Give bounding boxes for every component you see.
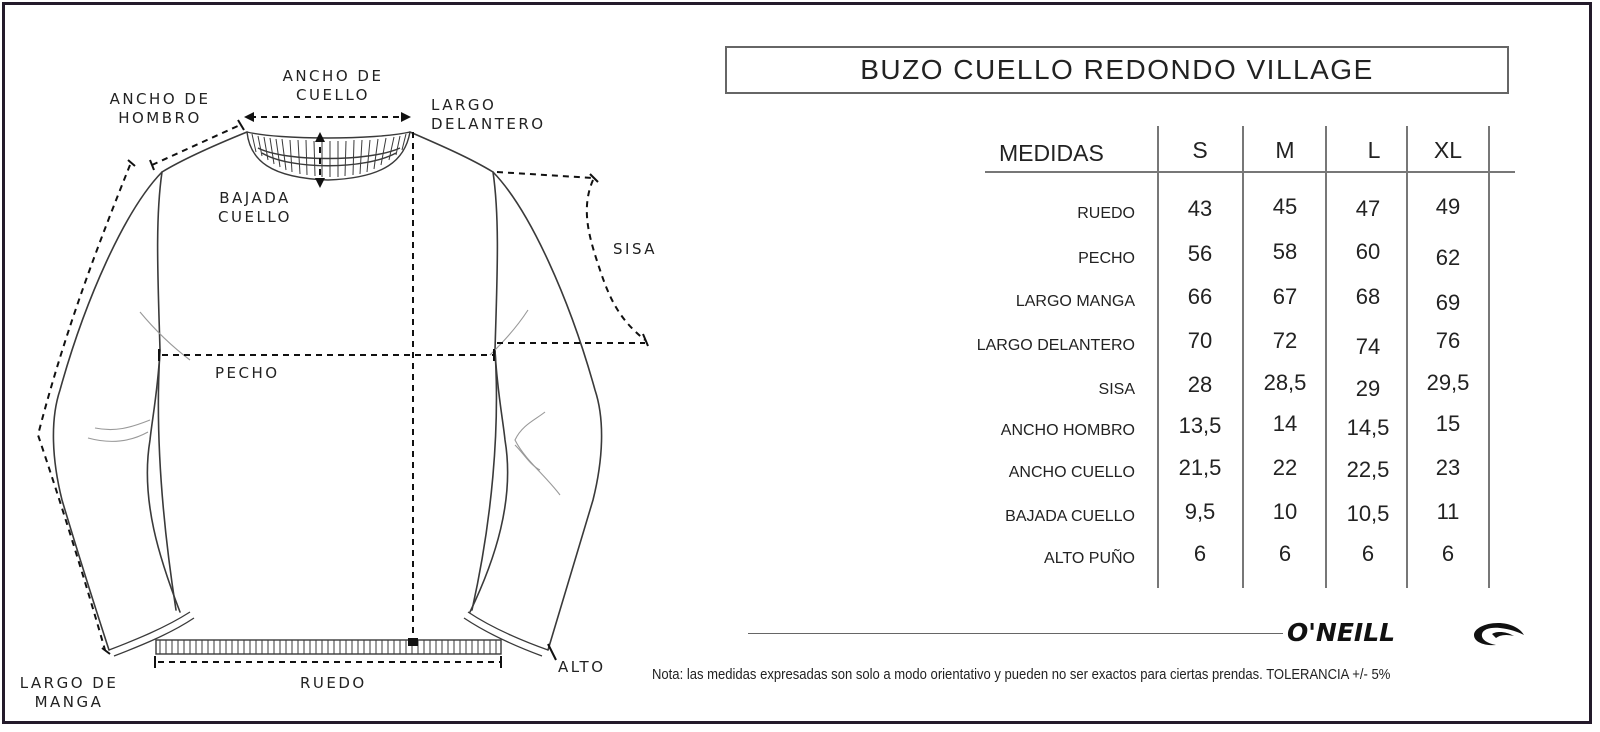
- left-sleeve-inner: [147, 350, 180, 612]
- size-value-cell: 28: [1187, 372, 1213, 397]
- label-ancho-de-cuello: ANCHO DE CUELLO: [282, 67, 384, 104]
- label-alto: ALTO: [558, 658, 606, 676]
- disclaimer-note: Nota: las medidas expresadas son solo a modo orientativo y pueden no ser exactos para ciertas prendas. TOLERANCIA +/- 5%: [652, 666, 1391, 683]
- size-value-cell: 22,5: [1346, 457, 1390, 482]
- size-value-cell: 21,5: [1178, 455, 1222, 480]
- size-value-cell: 22: [1272, 455, 1298, 480]
- table-divider-5: [1488, 126, 1490, 588]
- table-header-medidas: MEDIDAS: [999, 140, 1104, 166]
- row-label: ANCHO CUELLO: [1008, 464, 1135, 481]
- size-value-cell: 14: [1272, 411, 1298, 436]
- row-label: LARGO MANGA: [1015, 293, 1135, 310]
- size-value-cell: 6: [1441, 541, 1455, 566]
- table-divider-2: [1242, 126, 1244, 588]
- arrow-ends: [102, 120, 648, 668]
- size-value-cell: 14,5: [1346, 415, 1390, 440]
- size-value-cell: 10,5: [1346, 501, 1390, 526]
- largo-manga-line: [38, 165, 130, 650]
- size-value-cell: 10: [1272, 499, 1298, 524]
- wave-logo-icon: [1470, 620, 1526, 648]
- size-value-cell: 58: [1272, 239, 1298, 264]
- title-box: [725, 46, 1509, 94]
- size-value-cell: 70: [1187, 328, 1213, 353]
- label-ruedo: RUEDO: [300, 674, 367, 692]
- label-largo-de-manga: LARGO DE MANGA: [19, 674, 119, 711]
- size-value-cell: 29: [1355, 376, 1381, 401]
- size-value-cell: 62: [1435, 245, 1461, 270]
- size-value-cell: 76: [1435, 328, 1461, 353]
- sisa-line: [587, 180, 645, 340]
- size-value-cell: 66: [1187, 284, 1213, 309]
- size-value-cell: 56: [1187, 241, 1213, 266]
- label-pecho: PECHO: [215, 364, 280, 382]
- size-value-cell: 6: [1278, 541, 1292, 566]
- left-sleeve-outline: [53, 172, 162, 650]
- page-title: BUZO CUELLO REDONDO VILLAGE: [860, 54, 1374, 85]
- size-value-cell: 29,5: [1426, 370, 1470, 395]
- size-value-cell: 9,5: [1184, 499, 1216, 524]
- table-divider-4: [1406, 126, 1408, 588]
- size-value-cell: 49: [1435, 194, 1461, 219]
- size-value-cell: 43: [1187, 196, 1213, 221]
- size-value-cell: 23: [1435, 455, 1461, 480]
- row-label: PECHO: [1078, 250, 1135, 267]
- row-label: ANCHO HOMBRO: [1000, 422, 1135, 439]
- label-ancho-de-hombro: ANCHO DE HOMBRO: [109, 90, 211, 127]
- label-largo-delantero: LARGO DELANTERO: [431, 96, 546, 133]
- label-sisa: SISA: [613, 240, 658, 258]
- size-header-m: M: [1275, 137, 1295, 163]
- size-value-cell: 13,5: [1178, 413, 1222, 438]
- measure-lines: [38, 117, 645, 662]
- brand-logo: O'NEILL: [1287, 618, 1396, 647]
- size-value-cell: 72: [1272, 328, 1298, 353]
- row-label: RUEDO: [1077, 205, 1135, 222]
- footer-rule: [748, 633, 1283, 634]
- size-value-cell: 69: [1435, 290, 1461, 315]
- sisa-top-line: [497, 172, 593, 178]
- row-label: SISA: [1098, 381, 1135, 398]
- size-value-cell: 28,5: [1263, 370, 1307, 395]
- size-value-cell: 11: [1436, 499, 1460, 524]
- size-value-cell: 67: [1272, 284, 1298, 309]
- size-header-l: L: [1367, 137, 1381, 163]
- size-value-cell: 45: [1272, 194, 1298, 219]
- sweater-right-outline: [410, 132, 497, 610]
- row-label: BAJADA CUELLO: [1005, 508, 1135, 525]
- size-value-cell: 47: [1355, 196, 1381, 221]
- row-label: LARGO DELANTERO: [976, 337, 1135, 354]
- table-header-rule: [985, 171, 1515, 173]
- table-divider-3: [1325, 126, 1327, 588]
- ancho-hombro-line: [152, 125, 240, 165]
- row-label: ALTO PUÑO: [1044, 550, 1135, 567]
- right-sleeve-outline: [493, 172, 602, 650]
- size-header-s: S: [1192, 137, 1208, 163]
- hem-rib: [156, 640, 501, 654]
- size-value-cell: 74: [1355, 334, 1381, 359]
- size-value-cell: 68: [1355, 284, 1381, 309]
- size-value-cell: 15: [1435, 411, 1461, 436]
- size-value-cell: 6: [1361, 541, 1375, 566]
- table-divider-1: [1157, 126, 1159, 588]
- size-header-xl: XL: [1433, 137, 1463, 163]
- size-value-cell: 6: [1193, 541, 1207, 566]
- right-sleeve-inner: [470, 350, 508, 612]
- size-value-cell: 60: [1355, 239, 1381, 264]
- label-bajada-cuello: BAJADA CUELLO: [218, 189, 292, 226]
